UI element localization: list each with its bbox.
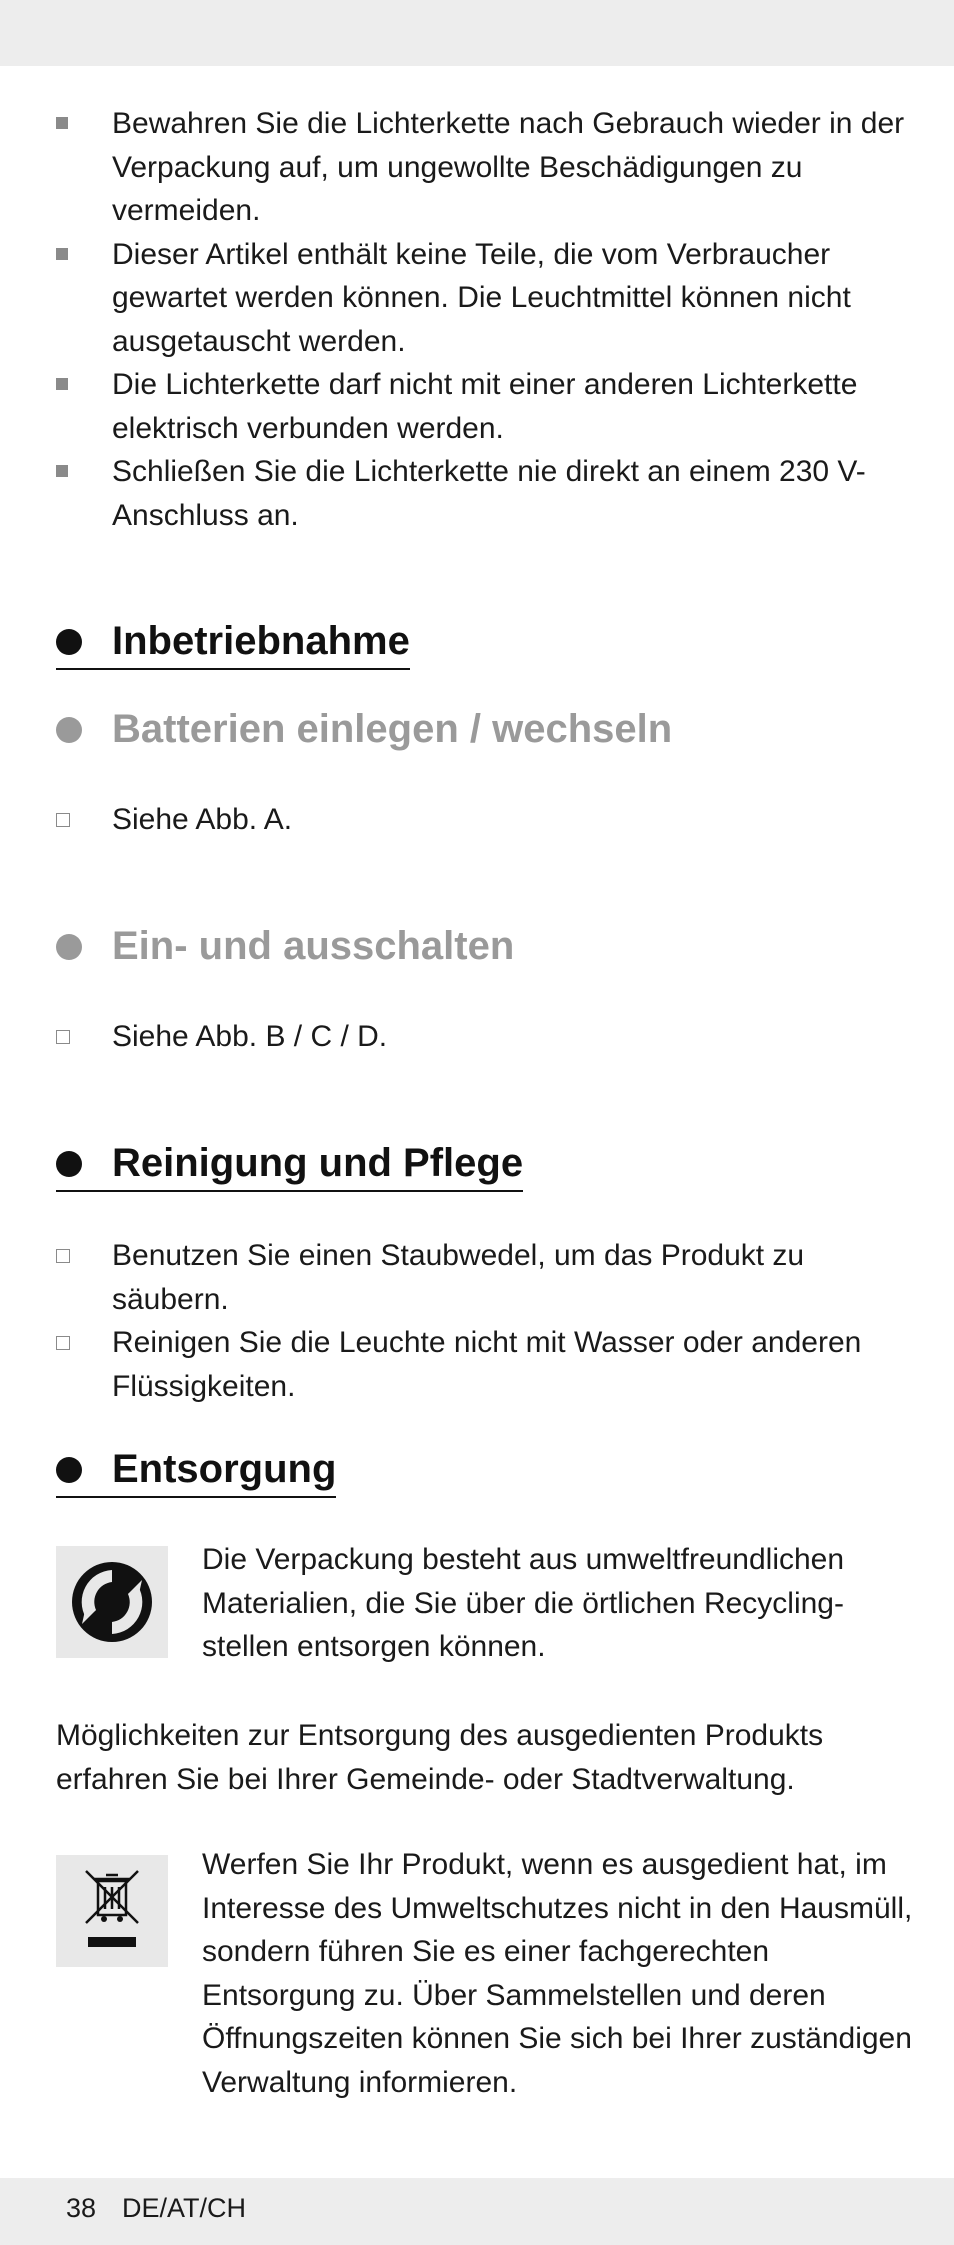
page-number: 38 xyxy=(66,2193,97,2223)
heading-bullet-icon xyxy=(56,1457,82,1483)
checkbox-bullet-icon xyxy=(56,1336,70,1350)
heading-bullet-icon xyxy=(56,629,82,655)
square-bullet-icon xyxy=(56,378,68,390)
square-bullet-icon xyxy=(56,117,68,129)
checkbox-bullet-icon xyxy=(56,813,70,827)
moeglichkeiten-text: Möglichkeiten zur Entsorgung des ausgedienten Produkts erfahren Sie bei Ihrer Gemeinde- oder Stadtverwaltung. xyxy=(56,1719,824,1796)
list-item: Schließen Sie die Lichterkette nie direkt an einem 230 V-Anschluss an. xyxy=(56,450,916,537)
safety-bullet-list xyxy=(56,102,916,537)
heading-reinigung: Reinigung und Pflege xyxy=(56,1138,523,1192)
checkbox-bullet-icon xyxy=(56,1249,70,1263)
reinigung-step-list xyxy=(56,1234,916,1408)
crossed-out-bin-icon xyxy=(56,1855,168,1967)
heading-batterien: Batterien einlegen / wechseln xyxy=(56,704,672,754)
list-item: Siehe Abb. A. xyxy=(56,798,916,842)
heading-bullet-icon xyxy=(56,1151,82,1177)
list-item: Reinigen Sie die Leuchte nicht mit Wasser oder anderen Flüssigkeiten. xyxy=(56,1321,916,1408)
heading-inbetriebnahme: Inbetriebnahme xyxy=(56,616,410,670)
square-bullet-icon xyxy=(56,248,68,260)
list-item: Siehe Abb. B / C / D. xyxy=(56,1015,916,1059)
heading-ein-aus: Ein- und ausschalten xyxy=(56,921,514,971)
ein-aus-step-list xyxy=(56,1015,916,1059)
heading-entsorgung: Entsorgung xyxy=(56,1444,336,1498)
list-item: Die Lichterkette darf nicht mit einer anderen Lichterkette elektrisch verbunden werden. xyxy=(56,363,916,450)
top-bar xyxy=(0,0,954,66)
list-item: Dieser Artikel enthält keine Teile, die vom Verbraucher gewartet werden können. Die Leuchtmittel können nicht ausgetauscht werden. xyxy=(56,233,916,364)
verpackung-text: Die Verpackung besteht aus umweltfreundlichen Materialien, die Sie über die örtlichen Recycling-stellen entsorgen können. xyxy=(202,1543,845,1663)
list-item: Bewahren Sie die Lichterkette nach Gebrauch wieder in der Verpackung auf, um ungewollte Beschädigungen zu vermeiden. xyxy=(56,102,916,233)
region-label: DE/AT/CH xyxy=(122,2193,247,2223)
heading-bullet-icon xyxy=(56,934,82,960)
list-item: Benutzen Sie einen Staubwedel, um das Produkt zu säubern. xyxy=(56,1234,916,1321)
square-bullet-icon xyxy=(56,465,68,477)
heading-bullet-icon xyxy=(56,717,82,743)
footer xyxy=(66,2191,272,2225)
batterien-step-list xyxy=(56,798,916,842)
hausmuell-text: Werfen Sie Ihr Produkt, wenn es ausgedient hat, im Interesse des Umweltschutzes nicht in den Hausmüll, sondern führen Sie es einer fachgerechten Entsorgung zu. Über Sammelstellen und deren Öffnungszeiten können Sie sich bei Ihrer zuständigen Verwaltung informieren. xyxy=(202,1848,913,2099)
checkbox-bullet-icon xyxy=(56,1030,70,1044)
green-dot-recycling-icon xyxy=(56,1546,168,1658)
